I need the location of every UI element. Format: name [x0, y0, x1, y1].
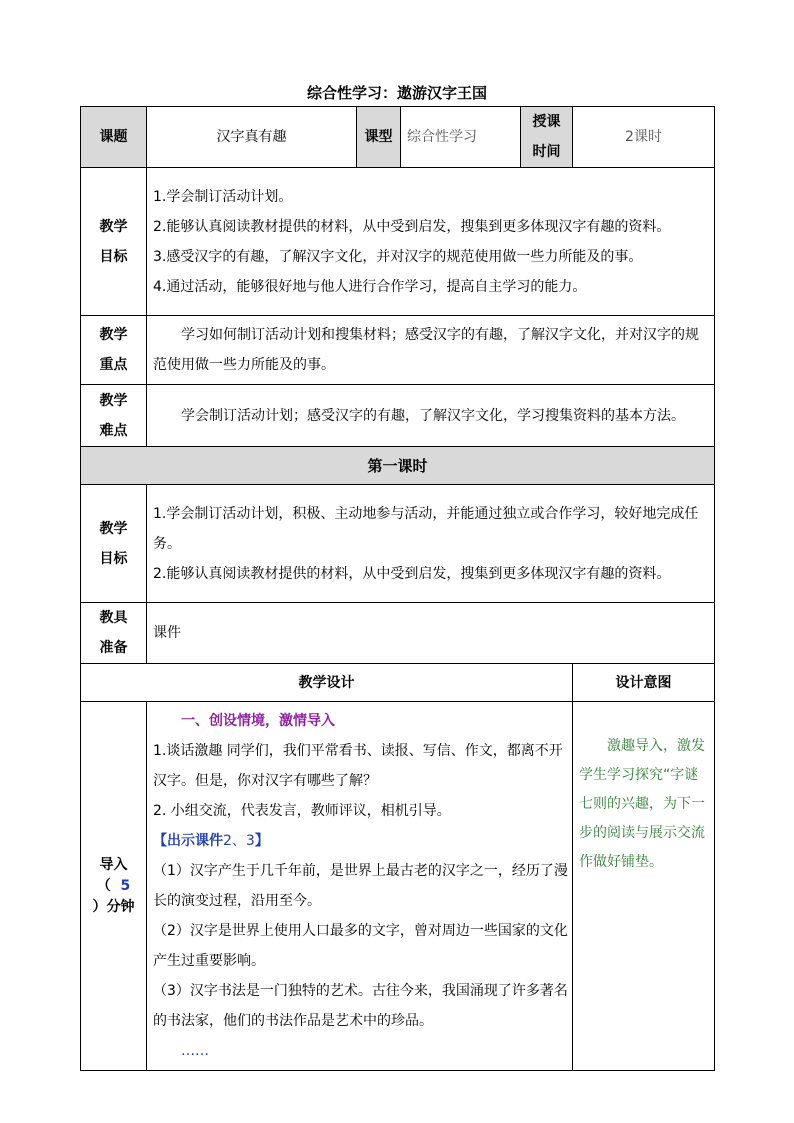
intro-point: （3）汉字书法是一门独特的艺术。古往今来，我国涌现了许多著名的书法家，他们的书法作品是艺术中的珍品。	[153, 983, 568, 1029]
lesson1-goals-label	[81, 485, 147, 603]
intro-label	[81, 702, 147, 1071]
goals-label-line-2: 目标	[99, 248, 128, 265]
lesson1-goals-content	[147, 485, 715, 603]
intro-label-line-2	[81, 876, 146, 897]
goal-item: 3.感受汉字的有趣，了解汉字文化，并对汉字的规范使用做一些力所能及的事。	[153, 248, 643, 265]
key-points-content	[147, 316, 715, 385]
show-prefix: 【出示课件	[153, 833, 223, 849]
lesson1-heading-row	[81, 447, 715, 485]
goal-item: 1.学会制订活动计划。	[153, 188, 293, 205]
prep-label-line-2: 准备	[99, 640, 128, 656]
time-label-line-1: 授课	[532, 114, 561, 130]
difficulties-label-line-1: 教学	[99, 392, 128, 409]
topic-value: 汉字真有趣	[147, 107, 357, 168]
difficulties-text: 学会制订活动计划；感受汉字的有趣，了解汉字文化，学习搜集资料的基本方法。	[181, 407, 685, 424]
show-nums: 2、3	[223, 833, 255, 849]
difficulties-content	[147, 385, 715, 447]
prep-value: 课件	[147, 603, 715, 664]
intro-point: （1）汉字产生于几千年前，是世界上最古老的汉字之一，经历了漫长的演变过程，沿用至今。	[153, 863, 568, 909]
key-points-text: 学习如何制订活动计划和搜集材料；感受汉字的有趣，了解汉字文化，并对汉字的规范使用做一些力所能及的事。	[153, 327, 699, 373]
show-suffix: 】	[254, 833, 269, 849]
intro-content	[147, 702, 573, 1071]
time-label-line-2: 时间	[532, 144, 561, 160]
intro-step: 2. 小组交流，代表发言，教师评议，相机引导。	[153, 803, 451, 819]
time-label	[521, 107, 573, 168]
intro-label-minutes: 5	[120, 877, 131, 894]
design-header-row	[81, 664, 715, 702]
intro-ellipsis: ……	[181, 1043, 209, 1059]
lesson1-goal-item: 2.能够认真阅读教材提供的材料，从中受到启发，搜集到更多体现汉字有趣的资料。	[153, 565, 671, 582]
key-points-label-line-2: 重点	[99, 357, 128, 373]
lesson-plan-table	[80, 106, 715, 1071]
goals-content	[147, 168, 715, 316]
intro-step: 1.谈话激趣 同学们，我们平常看书、读报、写信、作文，都离不开汉字。但是，你对汉字有哪些了解？	[153, 743, 563, 789]
intro-label-line-3: ）分钟	[92, 898, 135, 915]
intro-label-paren: （	[96, 877, 111, 894]
lesson1-goal-item: 1.学会制订活动计划，积极、主动地参与活动，并能通过独立或合作学习，较好地完成任务。	[153, 505, 699, 552]
goal-item: 2.能够认真阅读教材提供的材料，从中受到启发，搜集到更多体现汉字有趣的资料。	[153, 218, 671, 235]
design-header: 教学设计	[81, 664, 573, 702]
intro-row	[81, 702, 715, 1071]
lesson1-heading: 第一课时	[81, 447, 715, 485]
difficulties-row	[81, 385, 715, 447]
goals-row	[81, 168, 715, 316]
key-points-label	[81, 316, 147, 385]
difficulties-label	[81, 385, 147, 447]
prep-label-line-1: 教具	[99, 610, 128, 626]
document-title: 综合性学习：遨游汉字王国	[306, 84, 487, 102]
intro-show-courseware	[153, 826, 570, 856]
topic-label: 课题	[81, 107, 147, 168]
goals-label	[81, 168, 147, 316]
prep-label	[81, 603, 147, 664]
lesson1-goals-label-line-1: 教学	[99, 520, 128, 537]
prep-row	[81, 603, 715, 664]
goal-item: 4.通过活动，能够很好地与他人进行合作学习，提高自主学习的能力。	[153, 278, 587, 295]
intro-intent	[573, 702, 715, 1071]
goals-label-line-1: 教学	[99, 218, 128, 235]
intro-label-line-1: 导入	[99, 856, 128, 873]
intro-section-title: 一、创设情境，激情导入	[181, 713, 335, 729]
intro-intent-text: 激趣导入，激发学生学习探究“字谜七则的兴趣，为下一步的阅读与展示交流作做好铺垫。	[579, 738, 705, 870]
key-points-row	[81, 316, 715, 385]
type-label: 课型	[357, 107, 401, 168]
time-value: 2课时	[573, 107, 715, 168]
key-points-label-line-1: 教学	[99, 327, 128, 343]
intro-point: （2）汉字是世界上使用人口最多的文字，曾对周边一些国家的文化产生过重要影响。	[153, 923, 568, 969]
lesson1-goals-label-line-2: 目标	[99, 550, 128, 567]
lesson1-goals-row	[81, 485, 715, 603]
header-row	[81, 107, 715, 168]
intent-header: 设计意图	[573, 664, 715, 702]
difficulties-label-line-2: 难点	[99, 422, 128, 439]
type-value: 综合性学习	[401, 107, 521, 168]
